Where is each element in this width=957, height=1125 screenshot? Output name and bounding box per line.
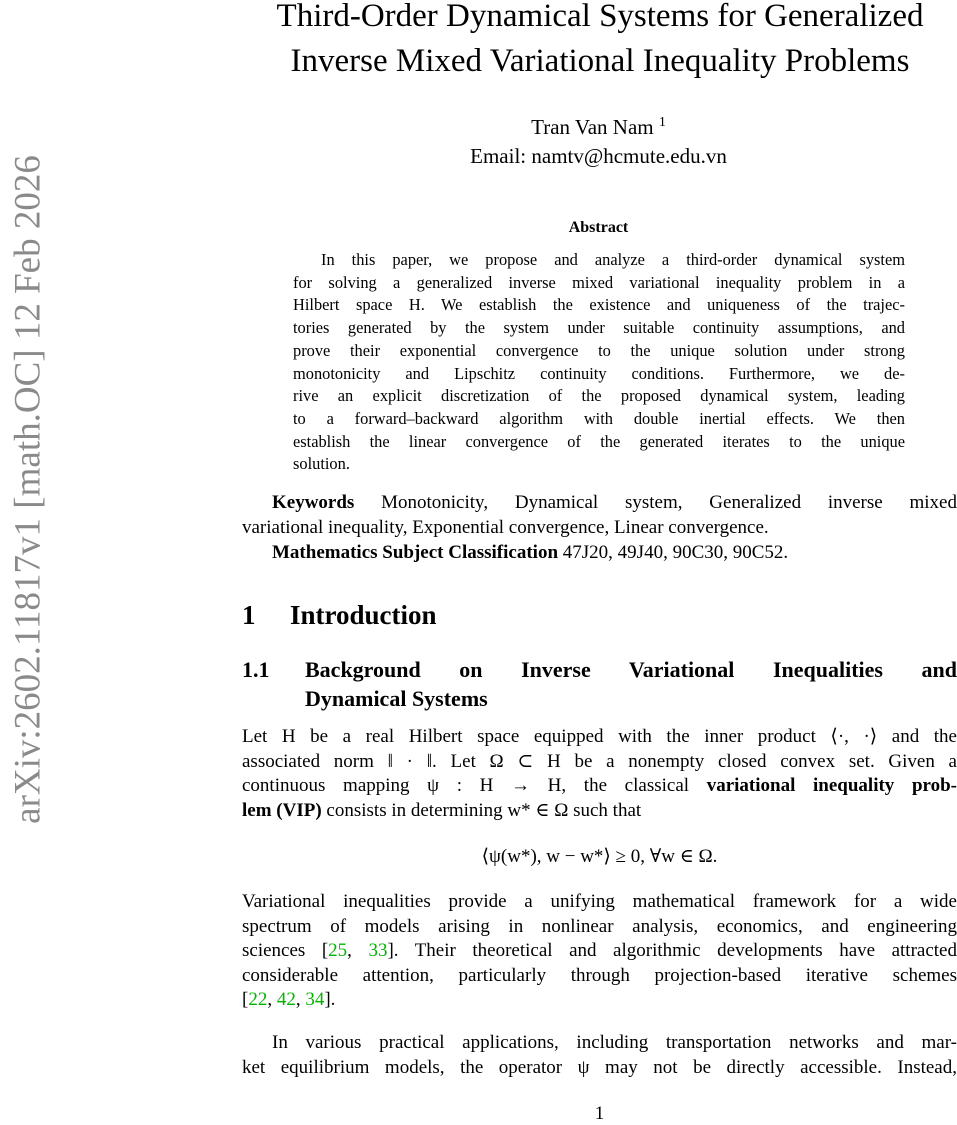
abstract-line: for solving a generalized inverse mixed variational inequality problem in a bbox=[293, 272, 905, 292]
abstract-line: Hilbert space H. We establish the existence and uniqueness of the trajec- bbox=[293, 295, 905, 315]
text-line: ket equilibrium models, the operator ψ may not be directly accessible. Instead, bbox=[242, 1056, 957, 1078]
subsection-number: 1.1 bbox=[242, 657, 270, 682]
citation-link[interactable]: 33 bbox=[368, 940, 388, 961]
abstract-line: rive an explicit discretization of the proposed dynamical system, leading bbox=[293, 386, 905, 406]
text-line: spectrum of models arising in nonlinear analysis, economics, and engineering bbox=[242, 915, 957, 937]
bold-term: variational inequality prob- bbox=[706, 775, 957, 796]
text-line: Variational inequalities provide a unifying mathematical framework for a wide bbox=[242, 891, 957, 912]
citation-link[interactable]: 34 bbox=[305, 989, 325, 1010]
page-number: 1 bbox=[594, 1103, 605, 1124]
abstract-line: prove their exponential convergence to the unique solution under strong bbox=[293, 340, 905, 360]
msc-codes: 47J20, 49J40, 90C30, 90C52. bbox=[562, 542, 789, 563]
subsection-title: Background on Inverse Variational Inequalities and bbox=[305, 657, 957, 682]
paragraph bbox=[242, 1031, 957, 1080]
abstract-line: establish the linear convergence of the generated iterates to the unique bbox=[293, 431, 905, 451]
abstract-line: In this paper, we propose and analyze a third-order dynamical system bbox=[321, 250, 905, 269]
text-line: associated norm ‖ · ‖. Let Ω ⊂ H be a nonempty closed convex set. Given a bbox=[242, 750, 957, 772]
abstract-line: tories generated by the system under suitable continuity assumptions, and bbox=[293, 318, 905, 338]
text-line: In various practical applications, including transportation networks and mar- bbox=[272, 1032, 957, 1053]
author-block bbox=[240, 108, 957, 171]
keywords-text: variational inequality, Exponential convergence, Linear convergence. bbox=[242, 517, 769, 538]
bold-term: lem (VIP) bbox=[242, 799, 322, 821]
subsection-title: Dynamical Systems bbox=[305, 686, 488, 711]
paragraph bbox=[242, 725, 957, 823]
text: sciences [ bbox=[242, 940, 329, 961]
abstract-heading: Abstract bbox=[568, 219, 629, 236]
abstract-line: monotonicity and Lipschitz continuity conditions. Furthermore, we de- bbox=[293, 363, 905, 383]
arxiv-stamp: arXiv:2602.11817v1 [math.OC] 12 Feb 2026 bbox=[7, 155, 49, 824]
section-heading bbox=[242, 600, 957, 631]
text-line: continuous mapping ψ : H → H, the classical bbox=[242, 775, 690, 796]
section-number: 1 bbox=[242, 600, 256, 630]
title-line: Inverse Mixed Variational Inequality Problems bbox=[290, 43, 910, 79]
text-line: Let H be a real Hilbert space equipped with the inner product ⟨·, ·⟩ and the bbox=[242, 726, 957, 747]
citation-link[interactable]: 25 bbox=[328, 940, 348, 961]
keywords-label: Keywords bbox=[272, 492, 355, 513]
section-title: Introduction bbox=[290, 600, 437, 630]
text-line: consists in determining w* ∈ Ω such that bbox=[326, 799, 642, 821]
display-equation: ⟨ψ(w*), w − w*⟩ ≥ 0, ∀w ∈ Ω. bbox=[481, 846, 718, 867]
text: ]. Their theoretical and algorithmic developments have attracted bbox=[387, 940, 957, 961]
citation-link[interactable]: 22 bbox=[248, 989, 268, 1010]
abstract-line: solution. bbox=[293, 454, 350, 474]
paper-title bbox=[230, 0, 957, 84]
citation-link[interactable]: 42 bbox=[276, 989, 296, 1010]
msc-label: Mathematics Subject Classification bbox=[272, 542, 559, 563]
subsection-heading bbox=[242, 655, 957, 713]
affiliation-mark: 1 bbox=[658, 115, 666, 130]
paragraph: Variational inequalities provide a unifying mathematical framework for a wide spectrum of models arising in nonlinear analysis, economics, and engineering sciences [25, 33]. Their theoretical and algorithmic developments have attracted considerable attention, particularly through projection-based iterative schemes [22, 42, 34]. bbox=[242, 891, 957, 1010]
abstract-body bbox=[293, 249, 905, 476]
text-line: considerable attention, particularly through projection-based iterative schemes bbox=[242, 964, 957, 986]
author-email: Email: namtv@hcmute.edu.vn bbox=[470, 144, 727, 168]
author-name: Tran Van Nam bbox=[531, 115, 654, 139]
keywords-text: Monotonicity, Dynamical system, Generalized inverse mixed bbox=[381, 492, 957, 513]
keywords-block bbox=[242, 490, 957, 565]
abstract-line: to a forward–backward algorithm with double inertial effects. We then bbox=[293, 408, 905, 428]
title-line: Third-Order Dynamical Systems for Generalized bbox=[276, 0, 924, 34]
